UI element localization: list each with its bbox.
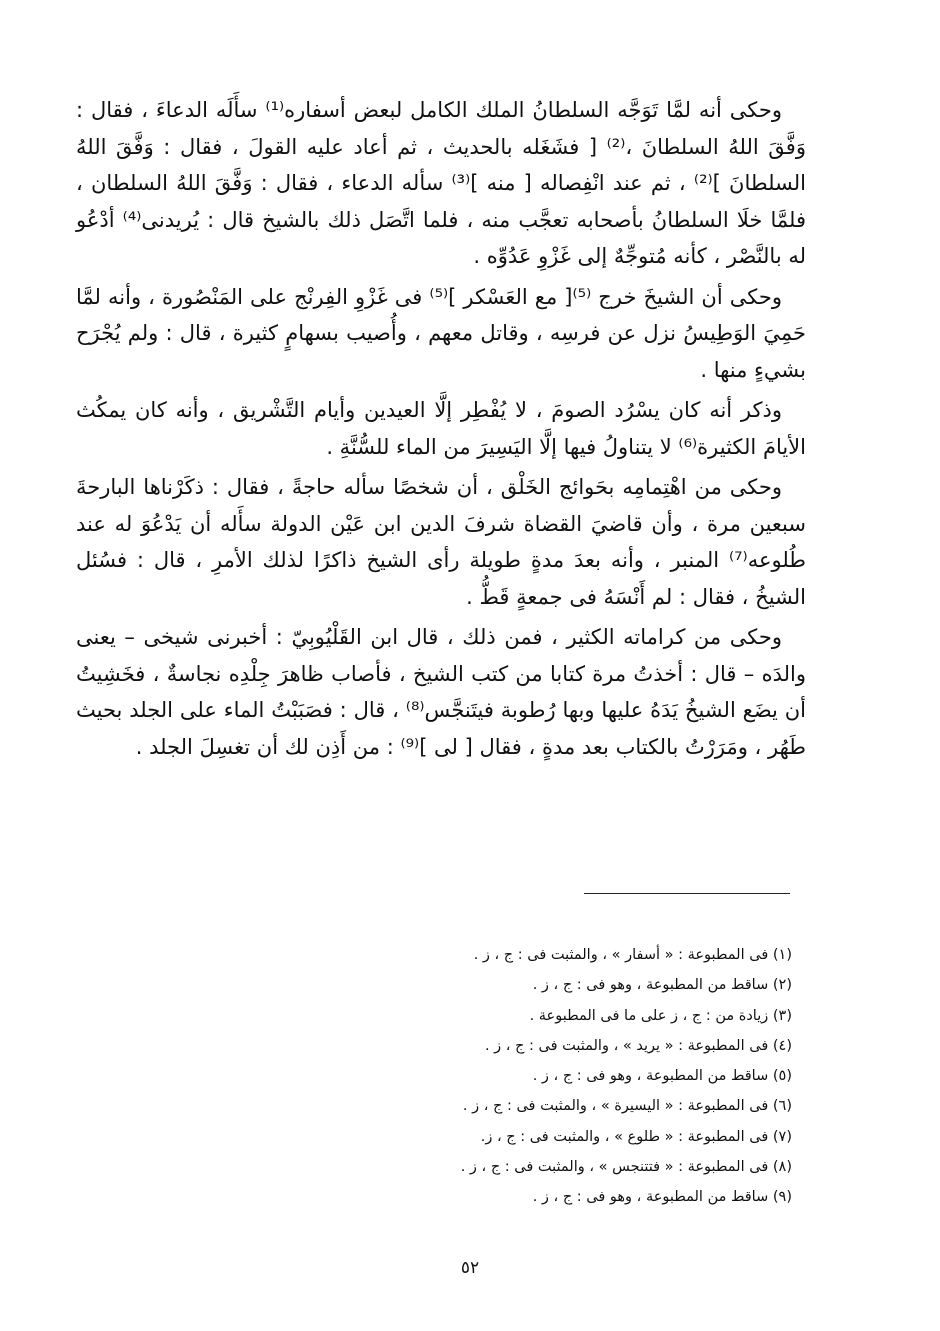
footnote-1: (١) فى المطبوعة : « أسفار » ، والمثبت فى : ج ، ز . [473,947,792,963]
footnote-separator [584,893,790,894]
footnote-9: (٩) ساقط من المطبوعة ، وهو فى : ج ، ز . [532,1189,792,1206]
footnotes-list [300,940,792,1213]
footnote-8: (٨) فى المطبوعة : « فتتنجس » ، والمثبت فى : ج ، ز . [460,1159,792,1176]
footnote-4: (٤) فى المطبوعة : « يريد » ، والمثبت فى : ج ، ز . [484,1037,792,1054]
paragraph-1: وحكى أنه لمَّا تَوَجَّه السلطانُ الملك الكامل لبعض أسفاره⁽¹⁾ سأَلَه الدعاءَ ، فقال : وَفَّقَ اللهُ السلطانَ ،⁽²⁾ [ فشَغَله بالحديث ، ثم أعاد عليه القولَ ، فقال : وَفَّقَ اللهُ السلطانَ ]⁽²⁾ ، ثم عند انْفِصاله [ منه ]⁽³⁾ سأله الدعاء ، فقال : وَفَّقَ اللهُ السلطان ، فلمَّا خلَا السلطانُ بأصحابه تعجَّب منه ، فلما اتَّصَل ذلك بالشيخ قال : يُريدنى⁽⁴⁾ أدْعُو له بالنَّصْر ، كأنه مُتوجِّهٌ إلى غَزْوِ عَدُوِّه . [76,98,806,268]
footnote-2: (٢) ساقط من المطبوعة ، وهو فى : ج ، ز . [532,977,792,994]
paragraph-2: وحكى أن الشيخَ خرج ⁽⁵⁾[ مع العَسْكر ]⁽⁵⁾ فى غَزْوِ الفِرنْج على المَنْصُورة ، وأنه لمَّا حَمِيَ الوَطِيسُ نزل عن فرسِه ، وقاتل معهم ، وأُصيب بسهامٍ كثيرة ، قال : ولم يُجْرَح بشيءٍ منها . [76,284,806,382]
body-text [76,92,806,769]
paragraph-5: وحكى من كراماته الكثير ، فمن ذلك ، قال ابن القَلْيُوبِيّ : أخبرنى شيخى – يعنى والدَه – قال : أخذتُ مرة كتابا من كتب الشيخ ، فأصاب ظاهرَ جِلْدِه نجاسةٌ ، فخَشِيتُ أن يضَع الشيخُ يَدَهُ عليها وبها رُطوبة فيتَنجَّس⁽⁸⁾ ، قال : فصَبَبْتُ الماء على الجلد بحيث طَهُر ، ومَرَرْتُ بالكتاب بعد مدةٍ ، فقال [ لى ]⁽⁹⁾ : من أَذِن لك أن تغسِلَ الجلد . [76,625,807,759]
paragraph-4: وحكى من اهْتِمامِه بحَوائج الخَلْق ، أن شخصًا سأله حاجةً ، فقال : ذكَرْناها البارحةَ سبعين مرة ، وأن قاضيَ القضاة شرفَ الدين ابن عَيْن الدولة سأَله أن يَدْعُوَ له عند طُلوعه⁽⁷⁾ المنبر ، وأنه بعدَ مدةٍ طويلة رأى الشيخ ذاكرًا لذلك الأمرِ ، قال : فسُئل الشيخُ ، فقال : لم أَنْسَهُ فى جمعةٍ قَطُّ . [76,475,806,609]
footnote-3: (٣) زيادة من : ج ، ز على ما فى المطبوعة . [529,1007,792,1024]
footnote-7: (٧) فى المطبوعة : « طلوع » ، والمثبت فى : ج ، ز. [480,1128,792,1145]
paragraph-3: وذكر أنه كان يسْرُد الصومَ ، لا يُفْطِر إلَّا العيدين وأيام التَّشْريق ، وأنه كان يمكُث الأيامَ الكثيرة⁽⁶⁾ لا يتناولُ فيها إلَّا اليَسِيرَ من الماء للسُّنَّةِ . [76,398,806,459]
page-number: ٥٢ [460,1258,480,1278]
footnote-5: (٥) ساقط من المطبوعة ، وهو فى : ج ، ز . [532,1068,792,1085]
footnote-6: (٦) فى المطبوعة : « اليسيرة » ، والمثبت فى : ج ، ز . [462,1098,792,1115]
